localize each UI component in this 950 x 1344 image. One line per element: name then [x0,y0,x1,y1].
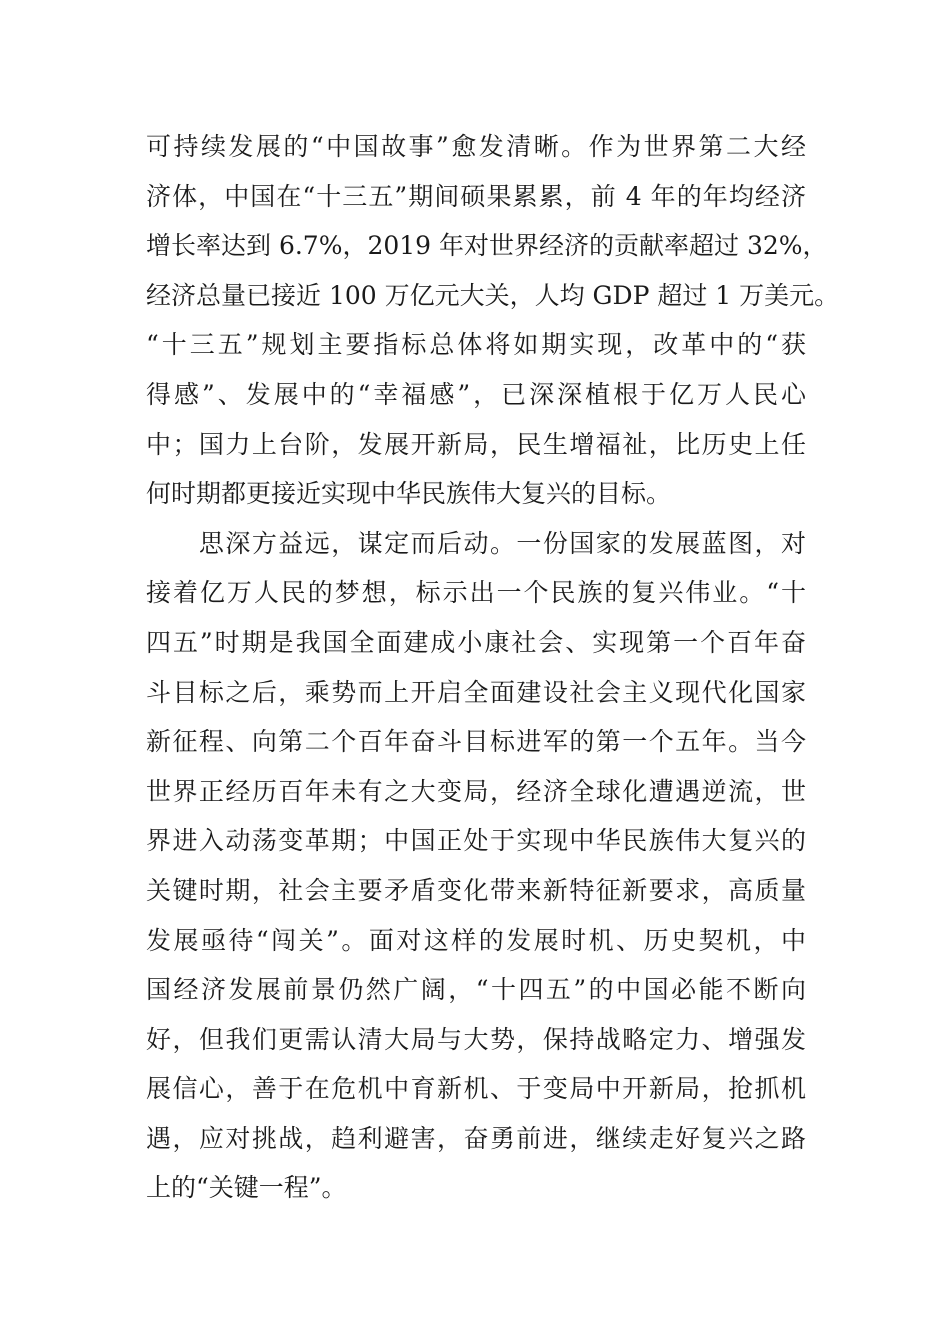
text-line: 思深方益远，谋定而后动。一份国家的发展蓝图，对 [146,528,806,558]
text-line: 国经济发展前景仍然广阔，“十四五”的中国必能不断向 [146,975,806,1005]
text-line: “十三五”规划主要指标总体将如期实现，改革中的“获 [146,330,806,360]
text-line: 经济总量已接近 100 万亿元大关，人均 GDP 超过 1 万美元。 [146,280,840,310]
text-line: 界进入动荡变革期；中国正处于实现中华民族伟大复兴的 [146,826,806,856]
text-line: 新征程、向第二个百年奋斗目标进军的第一个五年。当今 [146,727,806,757]
text-line: 接着亿万人民的梦想，标示出一个民族的复兴伟业。“十 [146,578,806,608]
text-line: 得感”、发展中的“幸福感”，已深深植根于亿万人民心 [146,379,806,409]
text-line: 济体，中国在“十三五”期间硕果累累，前 4 年的年均经济 [146,181,806,211]
text-line: 增长率达到 6.7%，2019 年对世界经济的贡献率超过 32%， [146,231,828,261]
text-line: 可持续发展的“中国故事”愈发清晰。作为世界第二大经 [146,132,806,161]
text-line: 好，但我们更需认清大局与大势，保持战略定力、增强发 [146,1024,806,1054]
text-line: 遇，应对挑战，趋利避害，奋勇前进，继续走好复兴之路 [146,1123,806,1153]
body-text [146,122,840,1213]
text-line: 斗目标之后，乘势而上开启全面建设社会主义现代化国家 [146,677,806,707]
text-line: 何时期都更接近实现中华民族伟大复兴的目标。 [146,479,672,509]
text-line: 关键时期，社会主要矛盾变化带来新特征新要求，高质量 [146,875,806,905]
text-line: 世界正经历百年未有之大变局，经济全球化遭遇逆流，世 [146,776,806,806]
text-line: 四五”时期是我国全面建成小康社会、实现第一个百年奋 [146,627,806,657]
text-line: 中；国力上台阶，发展开新局，民生增福祉，比历史上任 [146,429,806,459]
text-line: 发展亟待“闯关”。面对这样的发展时机、历史契机，中 [146,925,806,955]
text-line: 上的“关键一程”。 [146,1173,347,1203]
text-line: 展信心，善于在危机中育新机、于变局中开新局，抢抓机 [146,1074,806,1104]
